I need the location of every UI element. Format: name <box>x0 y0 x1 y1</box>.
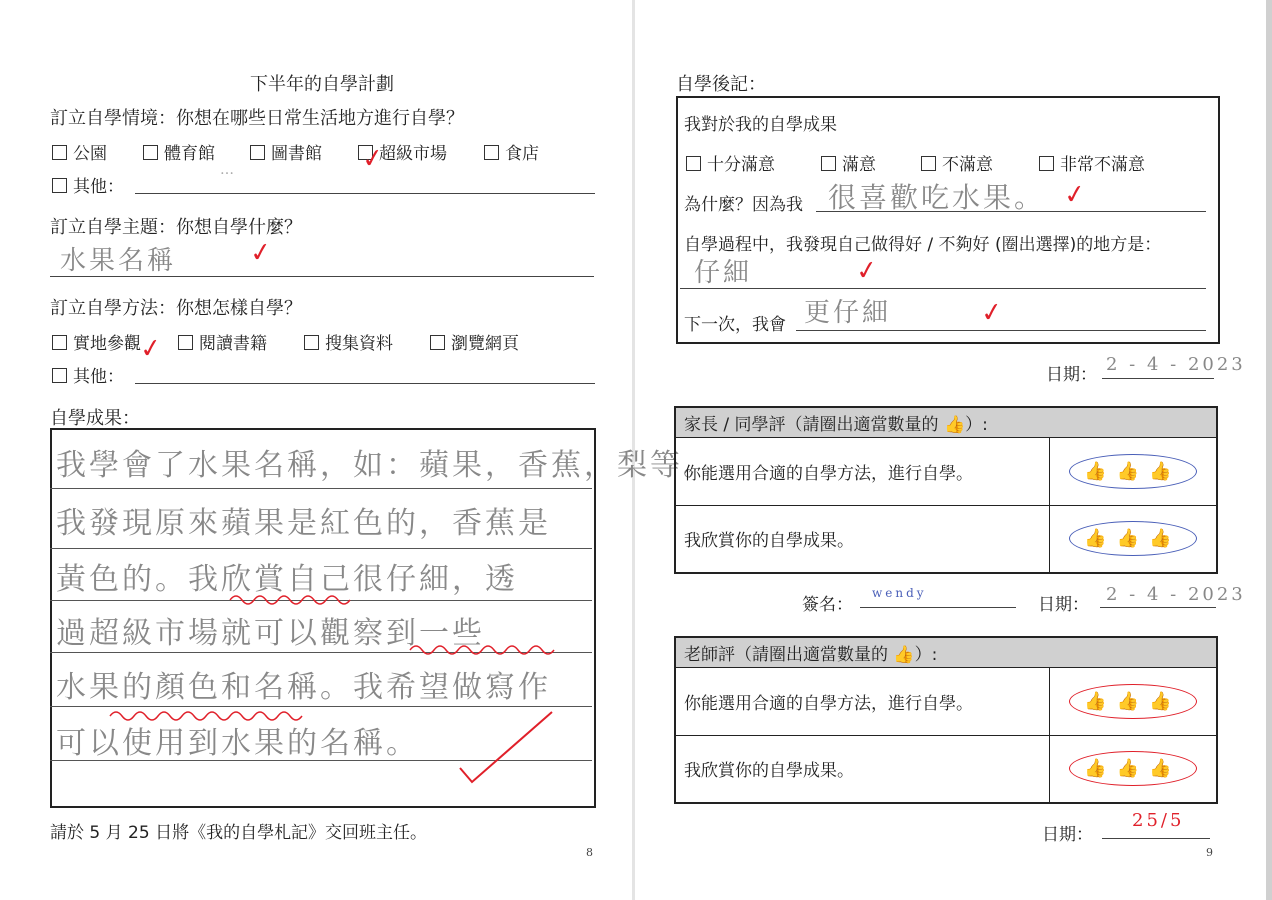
checkbox-checked[interactable] <box>52 178 67 193</box>
method-other-input-line[interactable] <box>135 383 595 384</box>
date-label: 日期： <box>1046 365 1097 385</box>
option-library[interactable]: 圖書館 <box>250 139 322 164</box>
wavy-underline <box>110 712 302 720</box>
outcome-text-line: 過超級市場就可以觀察到一些 <box>56 616 485 651</box>
process-answer-line[interactable] <box>680 288 1206 289</box>
process-answer: 仔細 <box>694 258 753 288</box>
date-line[interactable] <box>1100 607 1216 608</box>
plan-title: 下半年的自學計劃 <box>250 74 394 95</box>
parent-eval-header: 家長 / 同學評（請圈出適當數量的 👍）: <box>675 407 1217 437</box>
option-restaurant[interactable]: 食店 <box>484 139 539 164</box>
checkbox-checked[interactable] <box>178 335 193 350</box>
check-mark: ✓ <box>854 254 880 288</box>
checkbox[interactable] <box>52 145 67 160</box>
afterword-label: 自學後記： <box>676 74 766 95</box>
date-line[interactable] <box>1102 378 1214 379</box>
checkbox[interactable] <box>1039 156 1054 171</box>
page-number: 8 <box>586 846 593 859</box>
checkbox[interactable] <box>921 156 936 171</box>
teacher-eval-header: 老師評（請圈出適當數量的 👍）: <box>675 637 1217 667</box>
option-unsatisfied[interactable]: 不滿意 <box>921 150 993 175</box>
outcome-text-line: 黃色的。我欣賞自己很仔細，透 <box>56 562 518 597</box>
checkbox[interactable] <box>304 335 319 350</box>
parent-evaluation-table <box>674 406 1218 574</box>
option-very-unsatisfied[interactable]: 非常不滿意 <box>1039 150 1145 175</box>
date-value: 2 - 4 - 2023 <box>1106 584 1246 605</box>
check-mark: ✓ <box>979 296 1005 330</box>
method-option-other[interactable]: 其他： <box>52 362 124 387</box>
checkbox[interactable] <box>52 368 67 383</box>
checkbox-checked[interactable] <box>686 156 701 171</box>
why-label: 為什麼？因為我 <box>684 195 803 215</box>
date-label: 日期： <box>1042 825 1093 845</box>
next-answer-line[interactable] <box>796 330 1206 331</box>
check-stroke <box>460 712 552 782</box>
wavy-underline <box>410 646 554 654</box>
thumbs-cell[interactable] <box>1050 505 1218 573</box>
thumbs-rating: 👍👍👍 <box>1069 454 1196 489</box>
footer-note: 請於 5 月 25 日將《我的自學札記》交回班主任。 <box>50 823 428 843</box>
date-line[interactable] <box>1102 838 1210 839</box>
why-answer: 很喜歡吃水果。 <box>828 181 1046 214</box>
eval-statement: 我欣賞你的自學成果。 <box>675 735 1050 803</box>
thumbs-rating: 👍👍👍 <box>1069 684 1196 719</box>
option-other[interactable]: 其他： <box>52 172 124 197</box>
eval-statement: 你能選用合適的自學方法，進行自學。 <box>675 667 1050 735</box>
thumbs-cell[interactable] <box>1050 735 1218 803</box>
other-input-line[interactable] <box>135 193 595 194</box>
method-question: 訂立自學方法：你想怎樣自學？ <box>50 298 302 319</box>
topic-answer: 水果名稱 <box>60 246 177 276</box>
outcome-label: 自學成果： <box>50 408 140 429</box>
checkbox[interactable] <box>143 145 158 160</box>
next-label: 下一次，我會 <box>684 315 786 335</box>
outcome-text-line: 水果的顏色和名稱。我希望做寫作 <box>56 670 551 705</box>
checkbox[interactable] <box>250 145 265 160</box>
outcome-text-line: 我發現原來蘋果是紅色的，香蕉是 <box>56 506 551 541</box>
check-mark: ✓ <box>1062 178 1088 212</box>
teacher-evaluation-table <box>674 636 1218 804</box>
checkbox[interactable] <box>821 156 836 171</box>
why-answer-line[interactable] <box>816 211 1206 212</box>
page-number: 9 <box>1206 846 1213 859</box>
check-mark: ✓ <box>248 236 274 270</box>
eval-statement: 你能選用合適的自學方法，進行自學。 <box>675 437 1050 505</box>
thumbs-rating: 👍👍👍 <box>1069 521 1196 556</box>
thumbs-rating: 👍👍👍 <box>1069 751 1196 786</box>
teacher-date-value: 25/5 <box>1132 810 1185 831</box>
signature-label: 簽名： <box>802 595 853 615</box>
topic-answer-line[interactable] <box>50 276 594 277</box>
checkbox[interactable] <box>484 145 499 160</box>
date-label: 日期： <box>1038 595 1089 615</box>
option-gym[interactable]: 體育館 <box>143 139 215 164</box>
signature-line[interactable] <box>860 607 1016 608</box>
outcome-text-line: 我學會了水果名稱，如：蘋果，香蕉，梨等。 <box>56 448 716 483</box>
teacher-marks <box>50 428 596 808</box>
option-satisfied[interactable]: 滿意 <box>821 150 876 175</box>
next-answer: 更仔細 <box>804 298 892 328</box>
process-question: 自學過程中，我發現自己做得好 / 不夠好 (圈出選擇)的地方是： <box>684 235 1162 255</box>
checkbox[interactable] <box>430 335 445 350</box>
result-question: 我對於我的自學成果 <box>684 115 837 135</box>
thumbs-cell[interactable] <box>1050 437 1218 505</box>
option-very-satisfied[interactable]: 十分滿意 <box>686 150 775 175</box>
right-page <box>636 0 1272 900</box>
option-browse-web[interactable]: 瀏覽網頁 <box>430 329 519 354</box>
check-mark: ✓ <box>360 142 386 176</box>
wavy-underline <box>230 596 350 604</box>
checkbox-checked[interactable] <box>52 335 67 350</box>
option-supermarket[interactable]: 超級市場 <box>358 139 447 164</box>
signature-value: wendy <box>872 586 927 600</box>
situation-question: 訂立自學情境：你想在哪些日常生活地方進行自學？ <box>50 108 464 129</box>
outcome-text-line: 可以使用到水果的名稱。 <box>56 726 419 761</box>
topic-question: 訂立自學主題：你想自學什麼？ <box>50 217 302 238</box>
thumbs-cell[interactable] <box>1050 667 1218 735</box>
option-field-visit[interactable]: 實地參觀 <box>52 329 141 354</box>
option-research[interactable]: 搜集資料 <box>304 329 393 354</box>
eval-statement: 我欣賞你的自學成果。 <box>675 505 1050 573</box>
check-mark: ✓ <box>138 332 164 366</box>
date-value: 2 - 4 - 2023 <box>1106 354 1246 375</box>
option-park[interactable]: 公園 <box>52 139 107 164</box>
option-reading[interactable]: 閱讀書籍 <box>178 329 267 354</box>
faint-handwriting: … <box>220 162 237 178</box>
